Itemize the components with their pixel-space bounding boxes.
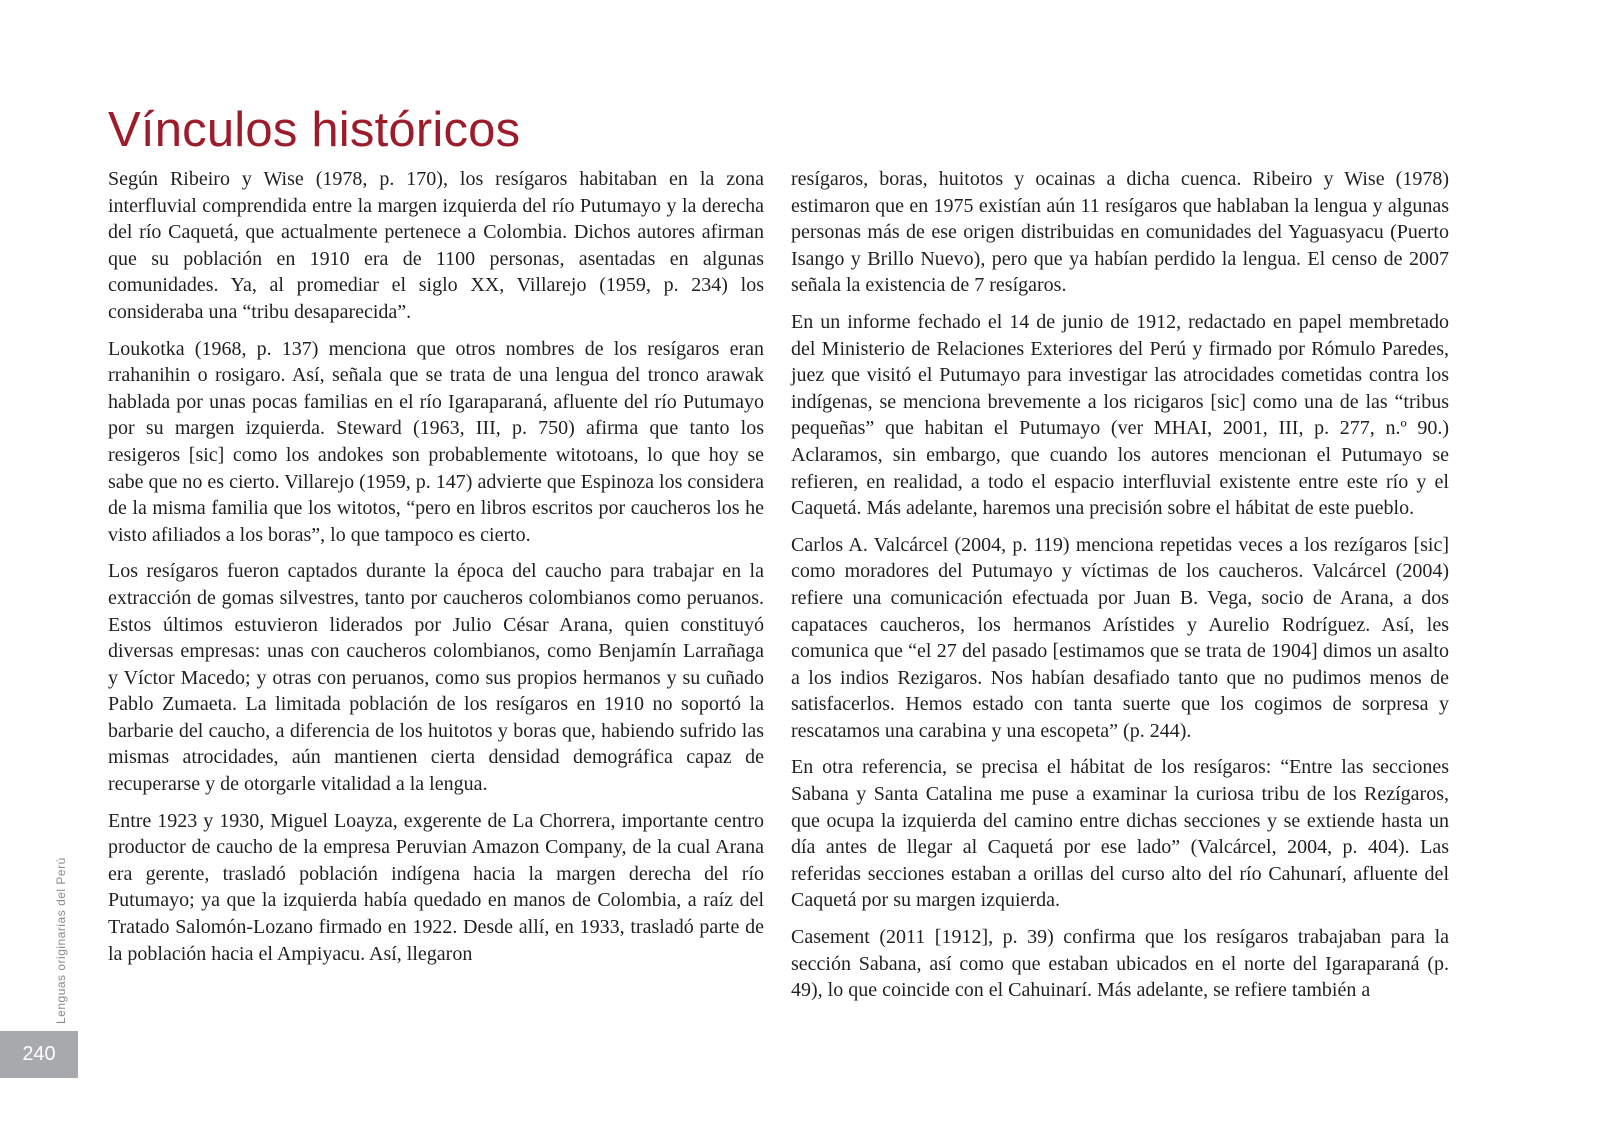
page-number-box [0,1031,78,1078]
paragraph: Casement (2011 [1912], p. 39) confirma que los resígaros trabajaban para la sección Sabana, así como que estaban ubicados en el norte del Igaraparaná (p. 49), lo que coincide con el Cahuinarí. Más adelante, se refiere también a [791,926,1449,1002]
paragraph: resígaros, boras, huitotos y ocainas a dicha cuenca. Ribeiro y Wise (1978) estimaron que en 1975 existían aún 11 resígaros que hablaban la lengua y algunas personas más de ese origen distribuidas en comunidades del Yaguasyacu (Puerto Isango y Brillo Nuevo), pero que ya habían perdido la lengua. El censo de 2007 señala la existencia de 7 resígaros. [791,168,1449,297]
page-title: Vínculos históricos [108,103,521,157]
paragraph: Los resígaros fueron captados durante la época del caucho para trabajar en la extracción de gomas silvestres, tanto por caucheros colombianos como peruanos. Estos últimos estuvieron liderados por Julio César Arana, quien constituyó diversas empresas: unas con caucheros colombianos, como Benjamín Larrañaga y Víctor Macedo; y otras con peruanos, como sus propios hermanos y su cuñado Pablo Zumaeta. La limitada población de los resígaros en 1910 no soportó la barbarie del caucho, a diferencia de los huitotos y boras que, habiendo sufrido las mismas atrocidades, aún mantienen cierta densidad demográfica capaz de recuperarse y de otorgarle vitalidad a la lengua. [108,560,764,796]
paragraph: En otra referencia, se precisa el hábitat de los resígaros: “Entre las secciones Sabana y Santa Catalina me puse a examinar la curiosa tribu de los Rezígaros, que ocupa la izquierda del camino entre dichas secciones y se extiende hasta un día antes de llegar al Caquetá por ese lado” (Valcárcel, 2004, p. 404). Las referidas secciones estaban a orillas del curso alto del río Cahunarí, afluente del Caquetá por su margen izquierda. [791,756,1449,912]
paragraph: Loukotka (1968, p. 137) menciona que otros nombres de los resígaros eran rrahanihin o rosigaro. Así, señala que se trata de una lengua del tronco arawak hablada por unas pocas familias en el río Igaraparaná, afluente del río Putumayo por su margen izquierda. Steward (1963, III, p. 750) afirma que tanto los resigeros [sic] como los andokes son probablemente witotoans, lo que hoy se sabe que no es cierto. Villarejo (1959, p. 147) advierte que Espinoza los considera de la misma familia que los witotos, “pero en libros escritos por caucheros los he visto afiliados a los boras”, lo que tampoco es cierto. [108,337,765,546]
page-number: 240 [22,1043,56,1065]
paragraph: En un informe fechado el 14 de junio de 1912, redactado en papel membretado del Ministerio de Relaciones Exteriores del Perú y firmado por Rómulo Paredes, juez que visitó el Putumayo para investigar las atrocidades cometidas contra los indígenas, se menciona brevemente a los ricigaros [sic] como una de las “tribus pequeñas” que habitan el Putumayo (ver MHAI, 2001, III, p. 277, n.º 90.) Aclaramos, sin embargo, que cuando los autores mencionan el Putumayo se refieren, en realidad, a todo el espacio interfluvial existente entre este río y el Caquetá. Más adelante, haremos una precisión sobre el hábitat de este pueblo. [791,310,1449,520]
left-column [108,166,764,967]
right-column [791,166,1449,1004]
running-header-label: Lenguas originarias del Perú [54,857,68,1024]
paragraph: Según Ribeiro y Wise (1978, p. 170), los resígaros habitaban en la zona interfluvial comprendida entre la margen izquierda del río Putumayo y la derecha del río Caquetá, que actualmente pertenece a Colombia. Dichos autores afirman que su población en 1910 era de 1100 personas, asentadas en algunas comunidades. Ya, al promediar el siglo XX, Villarejo (1959, p. 234) los consideraba una “tribu desaparecida”. [108,168,764,323]
paragraph: Entre 1923 y 1930, Miguel Loayza, exgerente de La Chorrera, importante centro productor de caucho de la empresa Peruvian Amazon Company, de la cual Arana era gerente, trasladó población indígena hacia la margen derecha del río Putumayo; ya que la izquierda había quedado en manos de Colombia, a raíz del Tratado Salomón-Lozano firmado en 1922. Desde allí, en 1933, trasladó parte de la población hacia el Ampiyacu. Así, llegaron [108,809,764,965]
paragraph: Carlos A. Valcárcel (2004, p. 119) menciona repetidas veces a los rezígaros [sic] como moradores del Putumayo y víctimas de los caucheros. Valcárcel (2004) refiere una comunicación efectuada por Juan B. Vega, socio de Arana, a dos capataces caucheros, los hermanos Arístides y Aurelio Rodríguez. Así, les comunica que “el 27 del pasado [estimamos que se trata de 1904] dimos un asalto a los indios Rezigaros. Nos habían desafiado tanto que no pudimos menos de satisfacerlos. Hemos estado con tanta suerte que los cogimos de sorpresa y rescatamos una carabina y una escopeta” (p. 244). [791,533,1449,742]
